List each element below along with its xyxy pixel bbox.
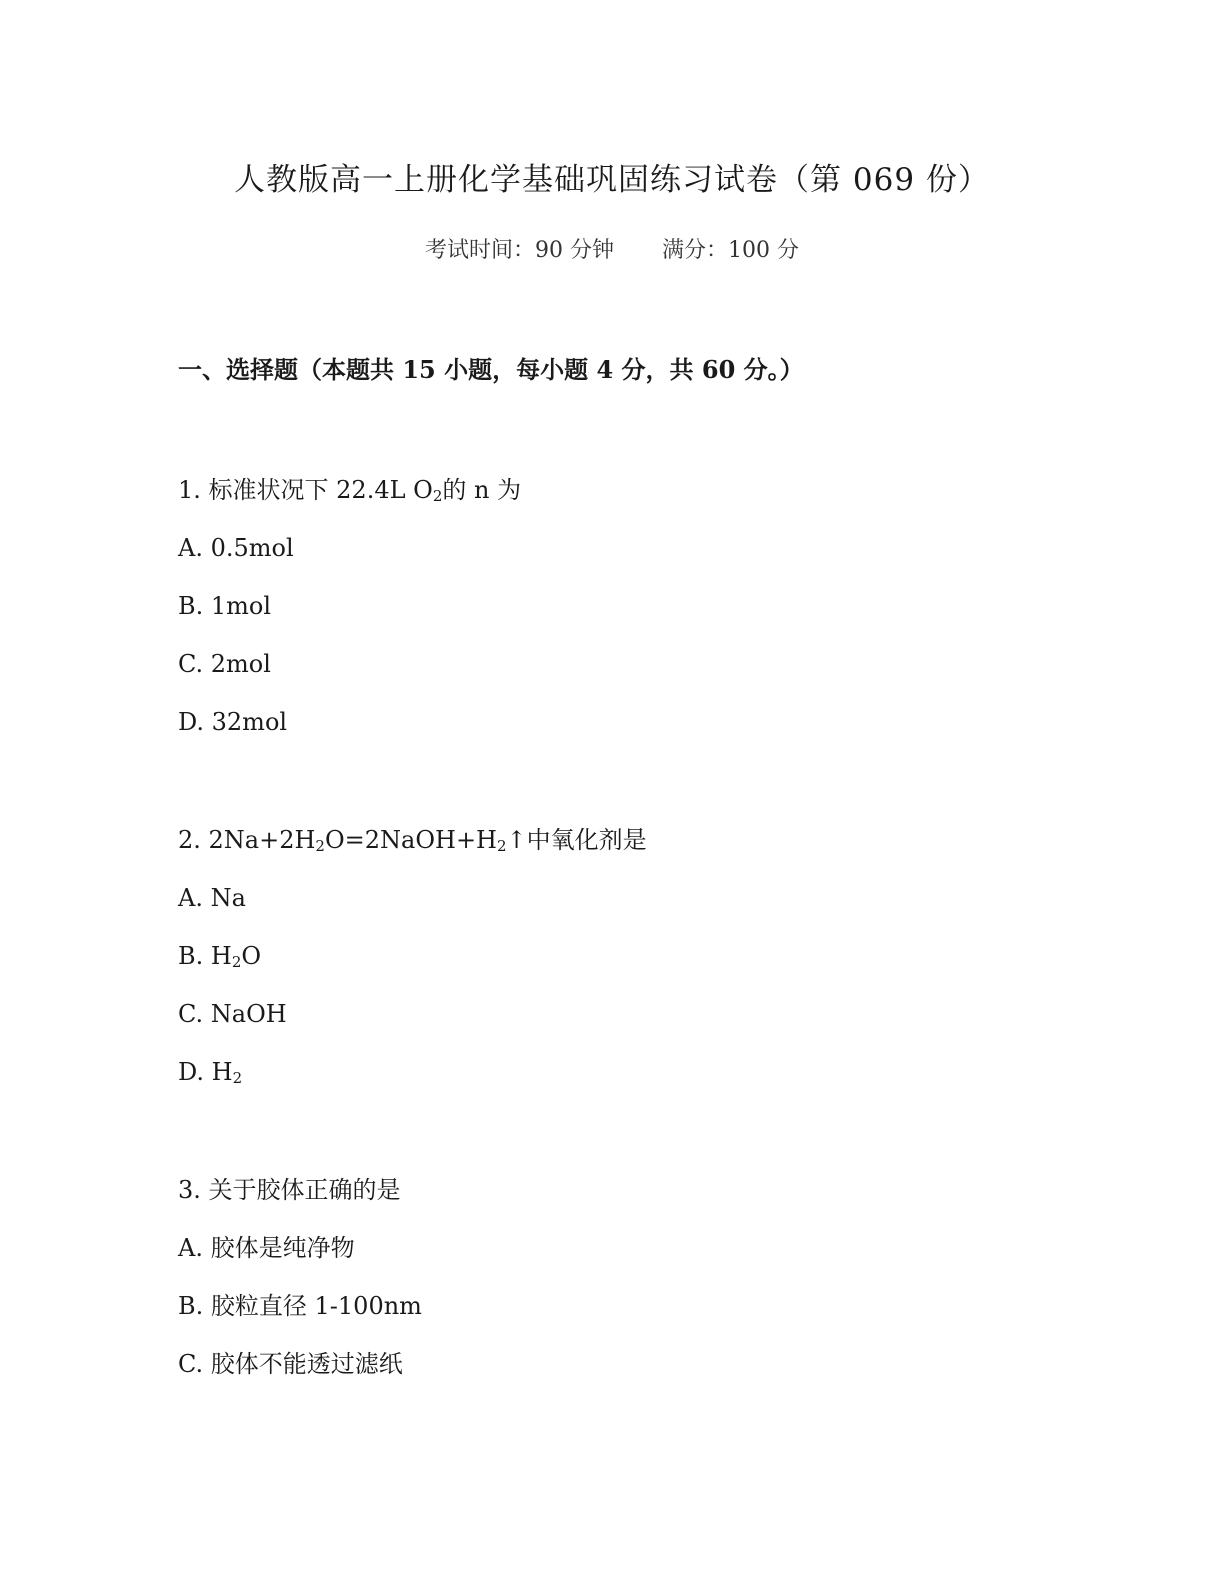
question-2-option-a[interactable]: A. Na — [178, 884, 246, 912]
question-1-option-a[interactable]: A. 0.5mol — [178, 534, 294, 562]
question-2-stem: 2. $2Na+2H_2O=2NaOH+H_2↑$中氧化剂是 — [178, 826, 647, 855]
question-1-option-c[interactable]: C. 2mol — [178, 650, 271, 678]
question-2-option-c[interactable]: C. NaOH — [178, 1000, 287, 1028]
exam-meta — [0, 234, 1224, 268]
question-3-option-a[interactable]: A. 胶体是纯净物 — [178, 1234, 355, 1262]
question-3-stem: 3. 关于胶体正确的是 — [178, 1176, 401, 1204]
exam-time: 考试时间：90 分钟 — [425, 238, 614, 263]
question-3-option-c[interactable]: C. 胶体不能透过滤纸 — [178, 1350, 403, 1378]
exam-score: 满分：100 分 — [662, 238, 799, 263]
question-1-stem: 1. 标准状况下 22.4L $O_2$的 n 为 — [178, 476, 522, 505]
question-1-option-b[interactable]: B. 1mol — [178, 592, 272, 620]
question-2-option-b[interactable]: B. $H_2O$ — [178, 942, 262, 971]
question-2-option-d[interactable]: D. $H_2$ — [178, 1058, 243, 1087]
question-1-option-d[interactable]: D. 32mol — [178, 708, 288, 736]
section-heading: 一、选择题（本题共 15 小题，每小题 4 分，共 60 分。） — [178, 355, 804, 384]
question-3-option-b[interactable]: B. 胶粒直径 1-100nm — [178, 1292, 422, 1320]
exam-title: 人教版高一上册化学基础巩固练习试卷（第 069 份） — [234, 162, 990, 198]
